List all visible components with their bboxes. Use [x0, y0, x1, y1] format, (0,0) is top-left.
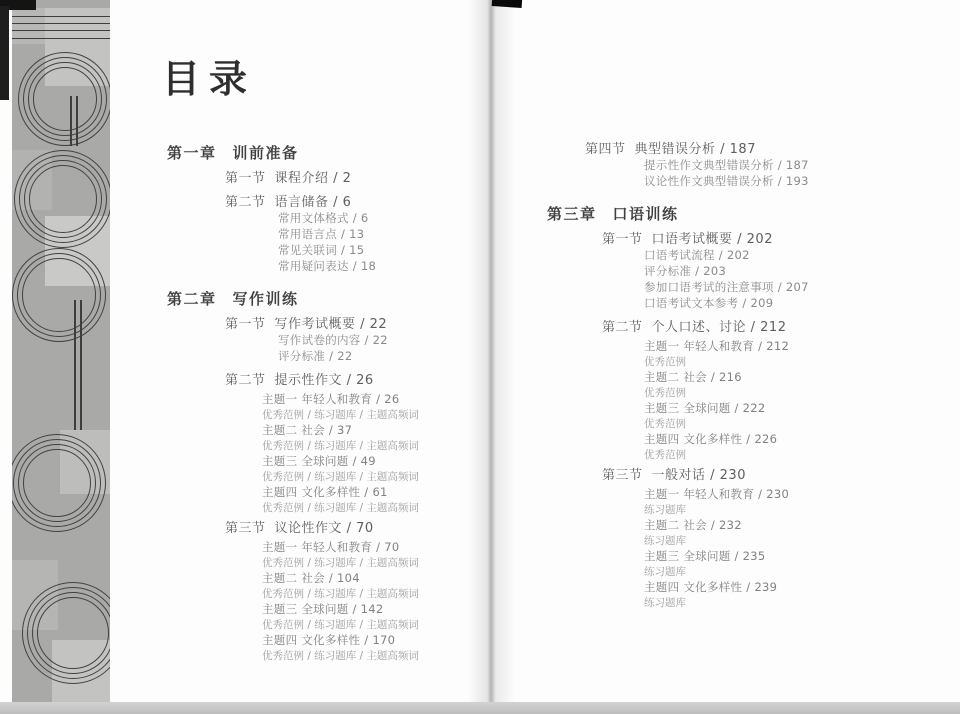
spine-line: [70, 96, 72, 146]
item-title-page: 主题三 全球问题 / 222: [644, 401, 766, 415]
note-text: 优秀范例 / 练习题库 / 主题高频词: [262, 588, 419, 600]
section-label: 第二节: [602, 320, 643, 335]
toc-item: [644, 517, 897, 533]
item-note: [644, 354, 897, 366]
spine-line: [12, 16, 110, 17]
note-text: 优秀范例 / 练习题库 / 主题高频词: [262, 440, 419, 452]
toc-item: [278, 348, 479, 364]
item-note: [262, 586, 479, 598]
note-text: 优秀范例: [644, 418, 686, 430]
section-label: 第一节: [225, 317, 266, 332]
spine-line: [12, 23, 110, 24]
section-entry: [225, 313, 479, 332]
spine-ring: [23, 449, 91, 517]
note-text: 优秀范例: [644, 356, 686, 368]
note-text: 优秀范例: [644, 387, 686, 399]
chapter-heading: [547, 203, 897, 223]
section-title-page: 写作考试概要 / 22: [274, 317, 388, 332]
item-title-page: 常用语言点 / 13: [278, 227, 365, 241]
toc-item: [262, 539, 479, 555]
item-title-page: 口语考试流程 / 202: [644, 248, 750, 262]
toc-item: [278, 258, 479, 274]
item-note: [262, 500, 479, 512]
section-label: 第二节: [225, 195, 266, 210]
toc-item: [278, 242, 479, 258]
spine-ring: [33, 67, 97, 131]
section-label: 第一节: [225, 171, 266, 186]
item-title-page: 写作试卷的内容 / 22: [278, 333, 388, 347]
chapter-title: 训前准备: [232, 144, 299, 162]
chapter-title: 口语训练: [612, 205, 679, 223]
item-title-page: 主题三 全球问题 / 235: [644, 549, 766, 563]
toc-item: [262, 632, 479, 648]
item-title-page: 主题四 文化多样性 / 239: [644, 580, 778, 594]
item-title-page: 主题二 社会 / 104: [262, 571, 360, 585]
spine-line: [12, 30, 110, 31]
chapter-title: 写作训练: [232, 290, 299, 308]
toc-item: [644, 486, 897, 502]
section-entry: [602, 316, 897, 335]
note-text: 练习题库: [644, 535, 686, 547]
section-entry: [225, 191, 479, 210]
toc-item: [278, 226, 479, 242]
section-title-page: 课程介绍 / 2: [274, 171, 352, 186]
item-title-page: 议论性作文典型错误分析 / 193: [644, 174, 809, 188]
section-entry: [225, 167, 479, 186]
section-entry: [602, 464, 897, 483]
left-page-toc: [167, 142, 479, 660]
toc-item: [262, 570, 479, 586]
chapter-heading: [167, 142, 479, 162]
section-label: 第二节: [225, 373, 266, 388]
section-entry: [225, 517, 479, 536]
spine-ring: [22, 258, 96, 332]
note-text: 优秀范例 / 练习题库 / 主题高频词: [262, 502, 419, 514]
spine-line: [74, 300, 76, 430]
toc-item: [644, 400, 897, 416]
note-text: 优秀范例 / 练习题库 / 主题高频词: [262, 471, 419, 483]
toc-item: [644, 295, 897, 311]
section-label: 第三节: [602, 468, 643, 483]
item-title-page: 主题一 年轻人和教育 / 230: [644, 487, 790, 501]
item-title-page: 评分标准 / 22: [278, 349, 353, 363]
toc-item: [644, 279, 897, 295]
toc-item: [644, 431, 897, 447]
note-text: 优秀范例 / 练习题库 / 主题高频词: [262, 409, 419, 421]
item-note: [644, 502, 897, 514]
item-title-page: 主题二 社会 / 232: [644, 518, 742, 532]
note-text: 优秀范例 / 练习题库 / 主题高频词: [262, 619, 419, 631]
toc-item: [644, 369, 897, 385]
item-title-page: 评分标准 / 203: [644, 264, 727, 278]
item-title-page: 常用文体格式 / 6: [278, 211, 369, 225]
item-note: [262, 438, 479, 450]
toc-item: [644, 247, 897, 263]
item-title-page: 口语考试文本参考 / 209: [644, 296, 774, 310]
section-title-page: 一般对话 / 230: [651, 468, 746, 483]
spine-ring: [29, 165, 97, 233]
item-note: [644, 416, 897, 428]
item-title-page: 主题一 年轻人和教育 / 26: [262, 392, 400, 406]
item-note: [644, 564, 897, 576]
toc-item: [262, 453, 479, 469]
item-note: [644, 595, 897, 607]
item-note: [262, 407, 479, 419]
spine-ring: [37, 597, 109, 669]
item-title-page: 主题四 文化多样性 / 170: [262, 633, 396, 647]
section-entry: [585, 138, 897, 157]
item-title-page: 主题三 全球问题 / 49: [262, 454, 376, 468]
toc-item: [644, 548, 897, 564]
item-note: [644, 385, 897, 397]
section-label: 第四节: [585, 142, 626, 157]
item-note: [262, 555, 479, 567]
section-entry: [225, 369, 479, 388]
note-text: 练习题库: [644, 504, 686, 516]
item-title-page: 常用疑问表达 / 18: [278, 259, 377, 273]
note-text: 优秀范例 / 练习题库 / 主题高频词: [262, 557, 419, 569]
item-title-page: 主题二 社会 / 216: [644, 370, 742, 384]
toc-item: [262, 391, 479, 407]
spine-line: [76, 96, 78, 146]
section-entry: [602, 228, 897, 247]
page-bottom-edge: [0, 702, 960, 714]
note-text: 优秀范例 / 练习题库 / 主题高频词: [262, 650, 419, 662]
chapter-label: 第一章: [167, 144, 217, 162]
item-note: [262, 648, 479, 660]
photo-edge-shadow: [0, 6, 9, 100]
toc-item: [644, 263, 897, 279]
section-title-page: 提示性作文 / 26: [274, 373, 374, 388]
item-title-page: 主题一 年轻人和教育 / 70: [262, 540, 400, 554]
item-note: [262, 469, 479, 481]
section-title-page: 个人口述、讨论 / 212: [651, 320, 787, 335]
chapter-label: 第三章: [547, 205, 597, 223]
note-text: 练习题库: [644, 566, 686, 578]
section-title-page: 议论性作文 / 70: [274, 521, 374, 536]
spine-line: [80, 300, 82, 430]
toc-item: [644, 579, 897, 595]
chapter-heading: [167, 288, 479, 308]
toc-item: [278, 210, 479, 226]
page-title: 目录: [162, 57, 257, 101]
toc-item: [262, 601, 479, 617]
toc-item: [644, 338, 897, 354]
item-note: [644, 447, 897, 459]
item-note: [644, 533, 897, 545]
item-title-page: 主题四 文化多样性 / 61: [262, 485, 388, 499]
note-text: 练习题库: [644, 597, 686, 609]
book-gutter: [468, 0, 516, 703]
item-title-page: 提示性作文典型错误分析 / 187: [644, 158, 809, 172]
chapter-label: 第二章: [167, 290, 217, 308]
section-label: 第三节: [225, 521, 266, 536]
item-title-page: 参加口语考试的注意事项 / 207: [644, 280, 809, 294]
toc-item: [262, 484, 479, 500]
section-title-page: 语言储备 / 6: [274, 195, 352, 210]
section-label: 第一节: [602, 232, 643, 247]
item-note: [262, 617, 479, 629]
item-title-page: 主题四 文化多样性 / 226: [644, 432, 778, 446]
section-title-page: 口语考试概要 / 202: [651, 232, 773, 247]
book-spine-decoration: [12, 0, 110, 703]
item-title-page: 主题二 社会 / 37: [262, 423, 353, 437]
toc-item: [644, 157, 897, 173]
toc-item: [262, 422, 479, 438]
item-title-page: 主题三 全球问题 / 142: [262, 602, 384, 616]
note-text: 优秀范例: [644, 449, 686, 461]
toc-item: [644, 173, 897, 189]
item-title-page: 主题一 年轻人和教育 / 212: [644, 339, 790, 353]
item-title-page: 常见关联词 / 15: [278, 243, 365, 257]
right-page-toc: [547, 138, 897, 607]
section-title-page: 典型错误分析 / 187: [634, 142, 756, 157]
spine-line: [12, 38, 110, 39]
toc-item: [278, 332, 479, 348]
